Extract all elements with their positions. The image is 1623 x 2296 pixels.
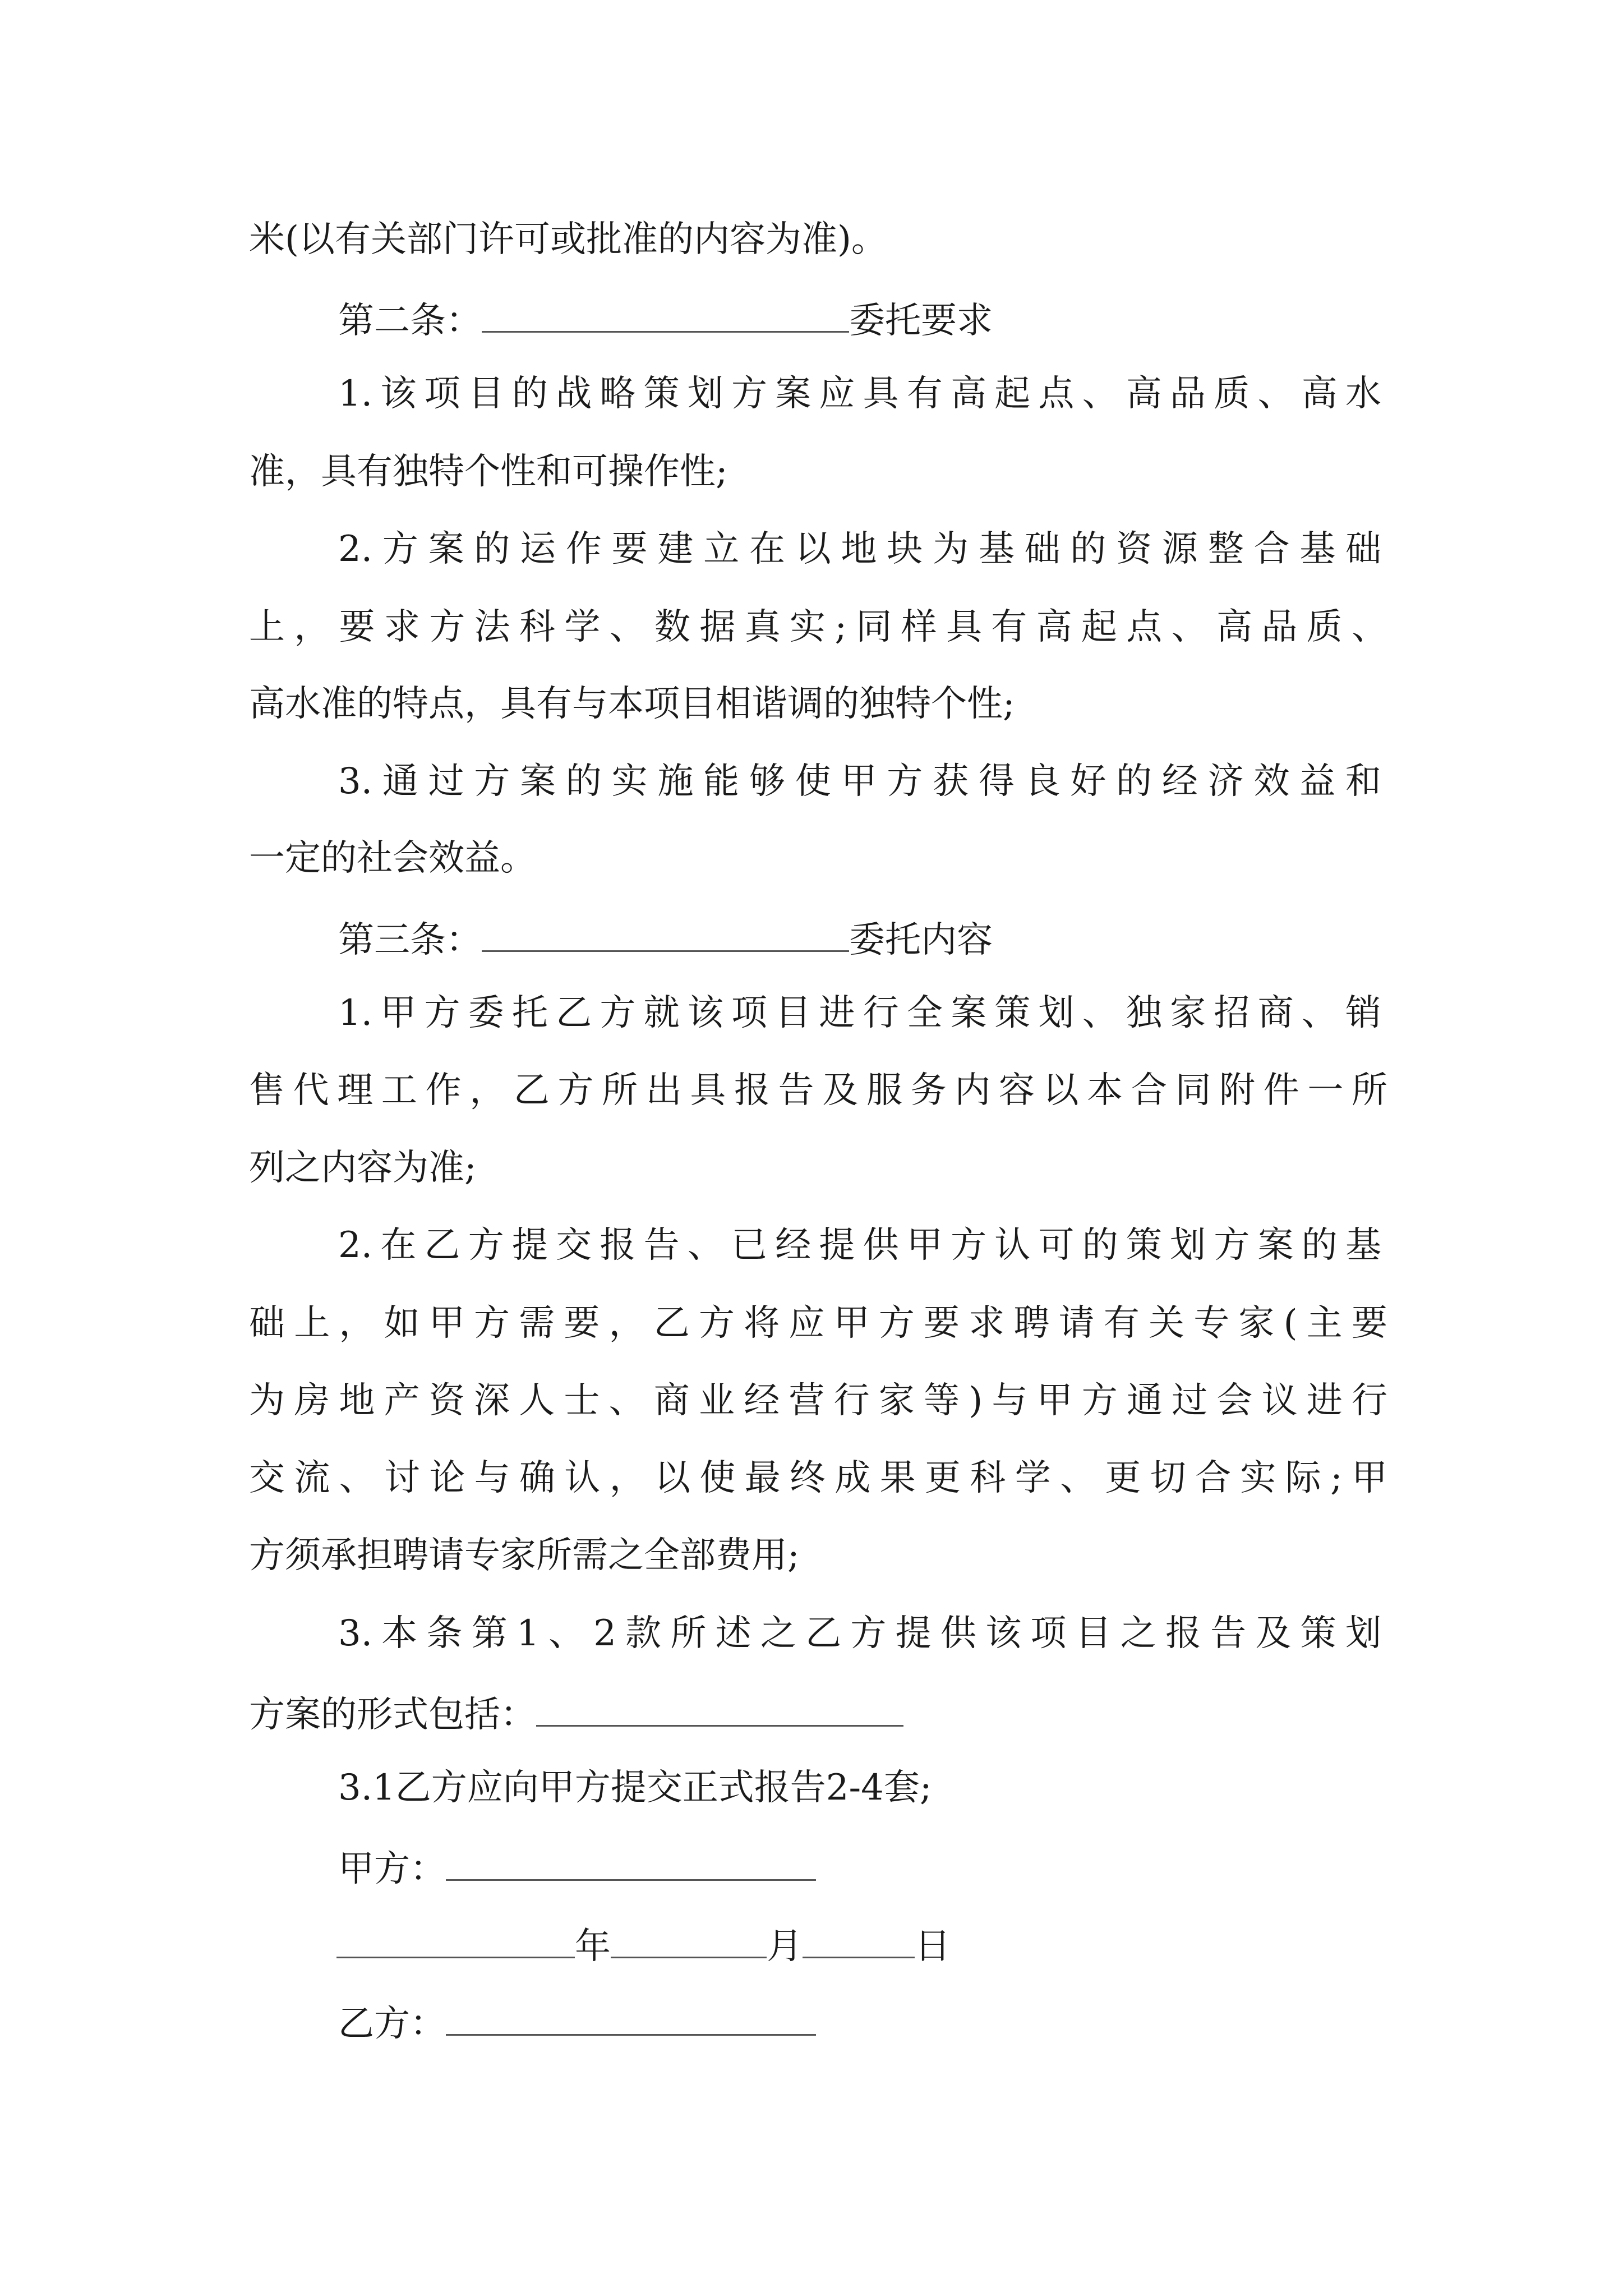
text-line: 高水准的特点，具有与本项目相谐调的独特个性; — [249, 683, 1015, 725]
text-line: 3.通过方案的实施能够使甲方获得良好的经济效益和 — [338, 761, 1381, 802]
party-b-blank[interactable] — [446, 2001, 816, 2036]
date-line — [336, 1924, 951, 1967]
form-blank[interactable] — [536, 1692, 903, 1727]
text-line: 2.在乙方提交报告、已经提供甲方认可的策划方案的基 — [338, 1225, 1381, 1266]
article-2-blank[interactable] — [482, 298, 849, 333]
text-line: 1.该项目的战略策划方案应具有高起点、高品质、高水 — [338, 373, 1381, 415]
text-line: 交流、讨论与确认，以使最终成果更科学、更切合实际;甲 — [249, 1457, 1387, 1499]
month-label: 月 — [767, 1926, 803, 1967]
text-line: 3.本条第1、2款所述之乙方提供该项目之报告及策划 — [338, 1613, 1381, 1654]
party-b-label: 乙方： — [338, 2003, 446, 2045]
text-line: 础上，如甲方需要，乙方将应甲方要求聘请有关专家(主要 — [249, 1303, 1387, 1344]
article-2-prefix: 第二条： — [338, 300, 482, 342]
article-2-suffix: 委托要求 — [849, 300, 993, 342]
text-line: 一定的社会效益。 — [249, 838, 536, 879]
article-3-blank[interactable] — [482, 918, 849, 952]
party-a-blank[interactable] — [446, 1847, 816, 1881]
text-line: 2.方案的运作要建立在以地块为基础的资源整合基础 — [338, 528, 1381, 570]
day-label: 日 — [915, 1926, 951, 1967]
party-a-line — [338, 1847, 816, 1890]
article-3-heading — [338, 918, 993, 961]
article-3-prefix: 第三条： — [338, 919, 482, 961]
text-line: 上，要求方法科学、数据真实;同样具有高起点、高品质、 — [249, 606, 1387, 648]
month-blank[interactable] — [611, 1924, 767, 1958]
text-line: 为房地产资深人士、商业经营行家等)与甲方通过会议进行 — [249, 1380, 1387, 1421]
text-line: 准，具有独特个性和可操作性; — [249, 451, 728, 493]
text-line: 列之内容为准; — [249, 1147, 477, 1189]
form-line — [249, 1692, 903, 1736]
text-line: 1.甲方委托乙方就该项目进行全案策划、独家招商、销 — [338, 992, 1381, 1034]
text-line: 3.1乙方应向甲方提交正式报告2-4套; — [338, 1767, 932, 1809]
text-line: 米(以有关部门许可或批准的内容为准)。 — [249, 219, 887, 260]
party-b-line — [338, 2001, 816, 2045]
text-line: 方须承担聘请专家所需之全部费用; — [249, 1535, 800, 1576]
article-3-suffix: 委托内容 — [849, 919, 993, 961]
text-line: 售代理工作，乙方所出具报告及服务内容以本合同附件一所 — [249, 1070, 1387, 1111]
day-blank[interactable] — [803, 1924, 915, 1958]
year-label: 年 — [575, 1926, 611, 1967]
year-blank[interactable] — [336, 1924, 575, 1958]
article-2-heading — [338, 298, 993, 342]
form-line-prefix: 方案的形式包括： — [249, 1694, 536, 1736]
party-a-label: 甲方： — [338, 1848, 446, 1890]
